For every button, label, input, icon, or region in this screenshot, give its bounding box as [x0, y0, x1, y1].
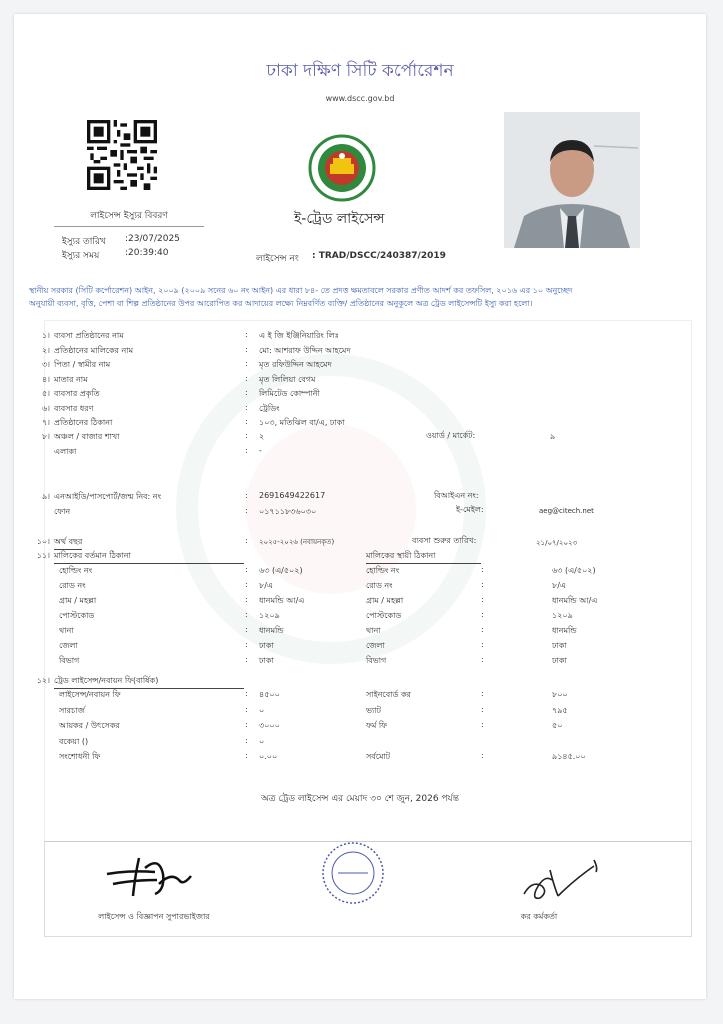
field-number: ৭। [41, 418, 50, 427]
fee-value: ৪৫০০ [259, 690, 280, 699]
address-current-value: ঢাকা [259, 641, 274, 650]
address-current-label: বিভাগ [59, 656, 80, 665]
address-permanent-value: ১২০৯ [552, 611, 573, 620]
license-document [14, 14, 706, 999]
issue-time-label: ইস্যুর সময় [62, 251, 100, 261]
address-permanent-label: থানা [366, 626, 381, 635]
qr-code [87, 120, 157, 190]
address-permanent-label: বিভাগ [366, 656, 387, 665]
fee-value: ৯১৪৫.০০ [552, 752, 586, 761]
office-stamp [320, 840, 386, 906]
owner-photo [504, 112, 640, 248]
field-number: ৯। [41, 492, 50, 501]
dscc-logo [308, 134, 376, 202]
fee-label: সাইনবোর্ড কর [366, 690, 411, 699]
colon: : [245, 388, 248, 397]
fee-value: ৫০ [552, 721, 563, 730]
area-label: এলাকা [54, 447, 77, 456]
colon: : [245, 625, 248, 634]
fee-label: সর্বমোট [366, 752, 391, 761]
issue-time-value: :20:39:40 [125, 248, 169, 258]
field-value: ১০৩, মতিঝিল বা/এ, ঢাকা [259, 418, 345, 427]
colon: : [245, 431, 248, 440]
field-number: ৮। [41, 432, 50, 441]
phone-value: ০১৭১১৮৩৬০৩০ [259, 507, 317, 516]
address-current-label: থানা [59, 626, 74, 635]
fee-label: লাইসেন্স/নবায়ন ফি [59, 690, 121, 699]
field-label: পিতা / স্বামীর নাম [54, 360, 111, 369]
field-number: ১। [41, 331, 50, 340]
legal-intro-line: স্থানীয় সরকার (সিটি কর্পোরেশন) আইন, ২০০৯ (২০০৯ সনের ৬০ নং আইন) এর ধারা ৮৪- তে প্রদত্ত ক্ষমতাবলে সরকার প্রণীত আদর্শ কর তফসিল, ২০১৬ এর ১০ অনুচ্ছেদ [29, 286, 573, 295]
fiscal-year-value: ২০২৫-২০২৬ (নবায়নকৃত) [259, 538, 335, 546]
fee-label: ফর্ম ফি [366, 721, 387, 730]
colon: : [245, 595, 248, 604]
zone-label: অঞ্চল / বাজার শাখা [54, 432, 120, 441]
colon: : [245, 610, 248, 619]
issue-date-value: :23/07/2025 [125, 234, 180, 244]
colon: : [481, 751, 484, 760]
fee-value: ০ [259, 736, 265, 746]
email-label: ই-মেইল: [456, 505, 484, 514]
colon: : [245, 720, 248, 729]
colon: : [245, 330, 248, 339]
colon: : [481, 595, 484, 604]
fee-label: সারচার্জ [59, 705, 85, 715]
field-number: ৩। [41, 360, 50, 369]
field-label: প্রতিষ্ঠানের মালিকের নাম [54, 345, 134, 355]
fee-label: আয়কর / উৎসেকর [59, 721, 120, 730]
address-permanent-label: রোড নং [366, 581, 393, 590]
colon: : [245, 655, 248, 664]
field-label: প্রতিষ্ঠানের ঠিকানা [54, 418, 113, 427]
field-label: ব্যবসা প্রতিষ্ঠানের নাম [54, 331, 124, 340]
field-value: এ ই জি ইঞ্জিনিয়ারিং লিঃ [259, 331, 339, 340]
ward-label: ওয়ার্ড / মার্কেট: [426, 431, 476, 440]
address-permanent-value: ধানমন্ডি আ/এ [552, 596, 598, 605]
field-number: ৪। [41, 374, 50, 384]
colon: : [245, 735, 248, 745]
colon: : [245, 373, 248, 383]
field-number: ৫। [41, 389, 50, 398]
business-start-label: ব্যবসা শুরুর তারিখ: [412, 536, 477, 545]
address-permanent-value: ৬৩ (এ/৫০২) [552, 566, 596, 575]
fee-value: ৭৯৫ [552, 705, 568, 715]
address-permanent-label: হোল্ডিং নং [366, 566, 400, 575]
fee-label: সংশোধনী ফি [59, 752, 101, 761]
address-permanent-value: ৮/এ [552, 581, 566, 590]
address-permanent-label: জেলা [366, 641, 385, 650]
field-value: মৃত রফিউদ্দিন আহমেদ [259, 360, 332, 369]
corporation-title: ঢাকা দক্ষিণ সিটি কর্পোরেশন [266, 61, 454, 81]
colon: : [245, 536, 248, 545]
address-current-label: পোস্টকোড [59, 611, 95, 620]
colon: : [245, 491, 248, 500]
colon: : [481, 704, 484, 714]
field-label: মাতার নাম [54, 374, 88, 384]
license-validity: অত্র ট্রেড লাইসেন্স এর মেয়াদ ৩০ শে জুন, 2026 পর্যন্ত [261, 794, 459, 804]
field-number: ১০। [36, 537, 50, 546]
permanent-address-title: মালিকের স্থায়ী ঠিকানা [366, 550, 481, 564]
colon: : [245, 344, 248, 354]
field-value: মৃত লিলিয়া বেগম [259, 374, 316, 384]
email-value[interactable]: aeg@citech.net [539, 507, 594, 515]
zone-value: ২ [259, 432, 265, 441]
colon: : [481, 610, 484, 619]
address-current-label: হোল্ডিং নং [59, 566, 93, 575]
address-current-label: গ্রাম / মহল্লা [59, 596, 97, 605]
fee-value: ৩০০০ [259, 721, 280, 730]
colon: : [245, 704, 248, 714]
fees-title: ট্রেড লাইসেন্স/নবায়ন ফি(বার্ষিক) [54, 675, 244, 689]
legal-intro-line: অনুযায়ী ব্যবসা, বৃত্তি, পেশা বা শিল্প প্রতিষ্ঠানের উপর আরোপিত কর আদায়ের লক্ষ্যে নিম্নবর্ণিত ব্যক্তি/ প্রতিষ্ঠানের অনুকূলে অত্র ট্রেড লাইসেন্সটি ইস্যু করা হলো। [29, 299, 533, 308]
field-label: ব্যবসার প্রকৃতি [54, 389, 100, 398]
address-permanent-value: ঢাকা [552, 641, 567, 650]
address-permanent-label: গ্রাম / মহল্লা [366, 596, 404, 605]
tax-officer-signature [514, 850, 614, 910]
colon: : [481, 580, 484, 589]
colon: : [245, 446, 248, 455]
license-type-title: ই-ট্রেড লাইসেন্স [294, 211, 385, 227]
colon: : [481, 625, 484, 634]
field-number: ১২। [36, 676, 50, 685]
fee-label: বকেয়া () [59, 736, 89, 746]
legal-intro [29, 284, 699, 310]
field-value: ট্রেডিং [259, 403, 280, 413]
address-permanent-value: ঢাকা [552, 656, 567, 665]
field-value: মো: আশরাফ উদ্দিন আহমেদ [259, 345, 351, 355]
colon: : [245, 506, 248, 515]
tax-officer-signature-label: কর কর্মকর্তা [520, 912, 558, 921]
colon: : [481, 720, 484, 729]
nid-value: 2691649422617 [259, 491, 326, 500]
fiscal-year-label: অর্থ বছর [54, 536, 82, 550]
address-permanent-value: ধানমন্ডি [552, 626, 577, 635]
colon: : [245, 689, 248, 698]
fee-label: ভ্যাট [366, 705, 381, 715]
address-current-label: রোড নং [59, 581, 86, 590]
colon: : [245, 751, 248, 760]
colon: : [245, 359, 248, 368]
ward-value: ৯ [550, 432, 556, 441]
colon: : [481, 565, 484, 574]
field-number: ৬। [41, 403, 50, 413]
colon: : [481, 640, 484, 649]
address-current-value: ধানমন্ডি আ/এ [259, 596, 305, 605]
address-current-value: ৬৩ (এ/৫০২) [259, 566, 303, 575]
address-current-label: জেলা [59, 641, 78, 650]
issue-date-label: ইস্যুর তারিখ [62, 237, 106, 247]
field-label: ব্যবসার ধরণ [54, 403, 94, 413]
area-value: - [259, 446, 262, 455]
nid-label: এনআইডি/পাসপোর্ট/জন্ম নিব: নং [54, 492, 162, 501]
colon: : [481, 655, 484, 664]
license-number-value: : TRAD/DSCC/240387/2019 [312, 251, 446, 261]
supervisor-signature-label: লাইসেন্স ও বিজ্ঞাপন সুপারভাইজার [98, 912, 210, 921]
business-start-value: ২১/০৭/২০২৩ [536, 539, 578, 547]
phone-label: ফোন [54, 507, 71, 516]
colon: : [245, 580, 248, 589]
fee-value: ০.০০ [259, 752, 278, 761]
fee-value: ৮০০ [552, 690, 568, 699]
address-current-value: ধানমন্ডি [259, 626, 284, 635]
fee-value: ০ [259, 705, 265, 715]
colon: : [481, 689, 484, 698]
website-url[interactable]: www.dscc.gov.bd [325, 94, 395, 103]
field-number: ১১। [36, 551, 50, 560]
supervisor-signature [99, 850, 209, 902]
field-value: লিমিটেড কোম্পানী [259, 389, 320, 398]
issue-details-heading: লাইসেন্স ইস্যুর বিবরণ [54, 208, 204, 227]
address-current-value: ঢাকা [259, 656, 274, 665]
current-address-title: মালিকের বর্তমান ঠিকানা [54, 550, 244, 564]
colon: : [245, 417, 248, 426]
colon: : [245, 565, 248, 574]
address-permanent-label: পোস্টকোড [366, 611, 402, 620]
bin-label: বিআইএন নং: [434, 491, 479, 500]
field-number: ২। [41, 345, 50, 355]
address-current-value: ৮/এ [259, 581, 273, 590]
address-current-value: ১২০৯ [259, 611, 280, 620]
colon: : [245, 640, 248, 649]
license-number-label: লাইসেন্স নং [256, 254, 299, 264]
colon: : [245, 402, 248, 412]
